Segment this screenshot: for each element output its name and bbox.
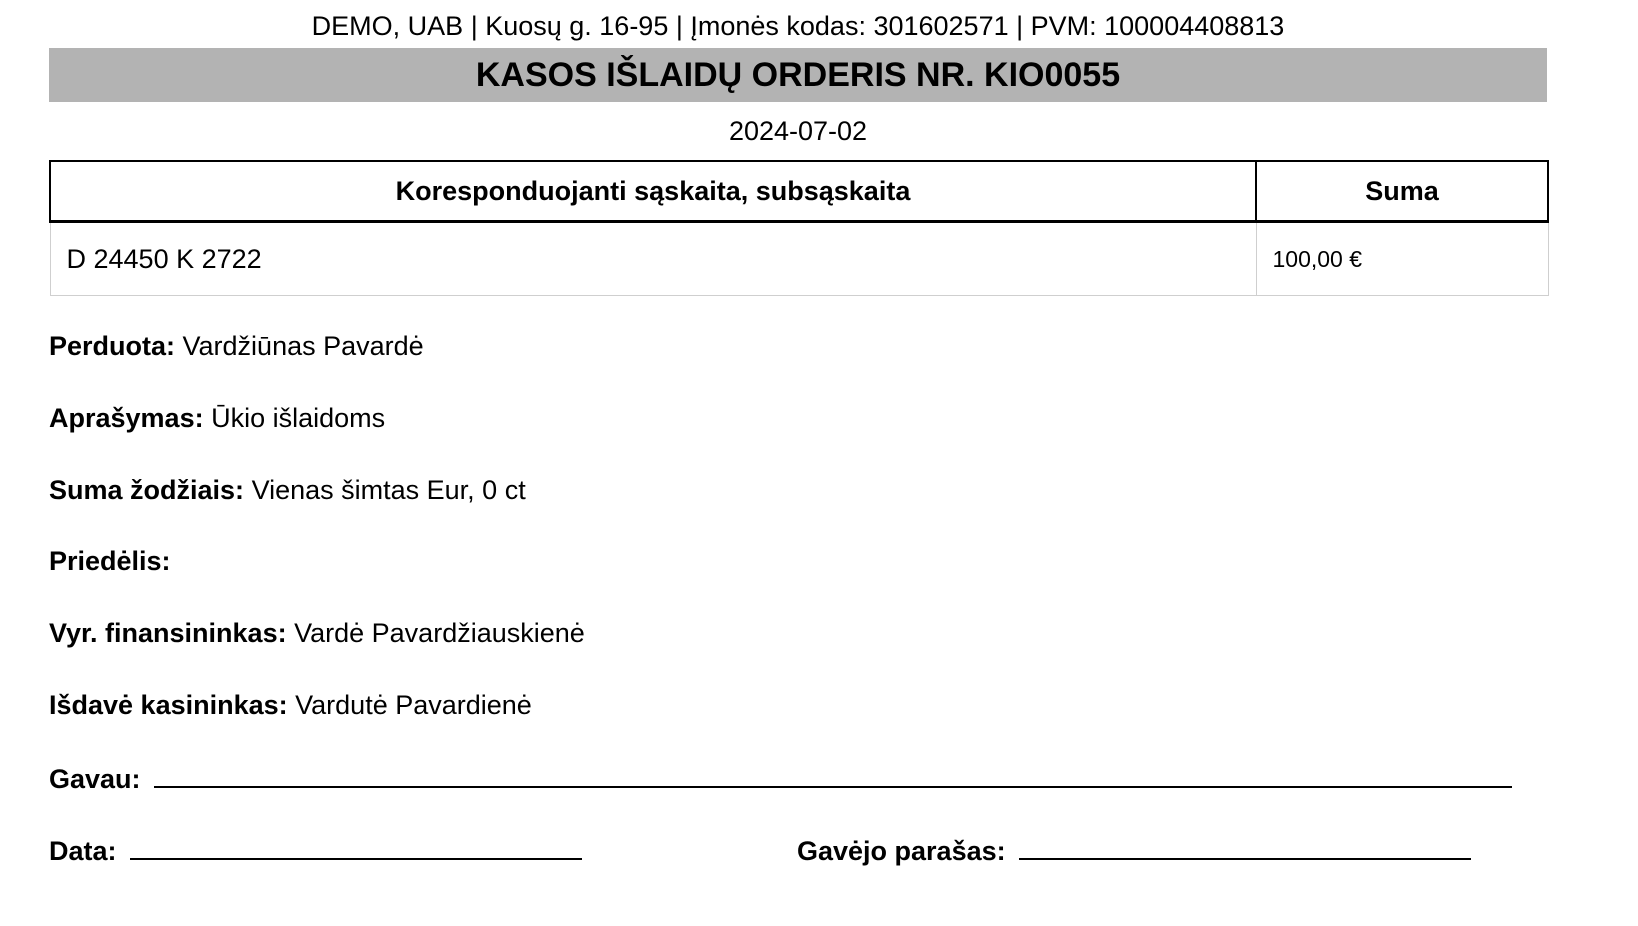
date-signature-line [130, 832, 582, 860]
field-gavau [49, 760, 1512, 796]
field-label: Vyr. finansininkas: [49, 618, 287, 648]
field-label: Gavėjo parašas: [797, 836, 1006, 866]
field-data [49, 832, 582, 868]
column-header-account: Koresponduojanti sąskaita, subsąskaita [50, 161, 1256, 222]
table-row [50, 222, 1548, 296]
company-info-line: DEMO, UAB | Kuosų g. 16-95 | Įmonės kodas: 301602571 | PVM: 100004408813 [311, 11, 1285, 41]
field-value: Vardė Pavardžiauskienė [294, 618, 585, 648]
account-cell: D 24450 K 2722 [50, 222, 1256, 296]
cash-expense-order [49, 0, 1547, 866]
document-title: KASOS IŠLAIDŲ ORDERIS NR. KIO0055 [49, 48, 1547, 102]
field-label: Išdavė kasininkas: [49, 690, 288, 720]
field-value: Vienas šimtas Eur, 0 ct [251, 475, 526, 505]
recipient-signature-line [1019, 832, 1471, 860]
accounts-table [49, 160, 1549, 296]
field-label: Priedėlis: [49, 546, 171, 576]
field-aprasymas [49, 401, 385, 435]
field-suma-zodziais [49, 473, 526, 507]
field-value: Ūkio išlaidoms [211, 403, 386, 433]
gavau-signature-line [154, 760, 1512, 788]
field-label: Perduota: [49, 331, 176, 361]
column-header-sum: Suma [1256, 161, 1548, 222]
field-kasininkas [49, 688, 532, 722]
field-priedelis [49, 544, 171, 578]
field-value: Vardžiūnas Pavardė [182, 331, 424, 361]
field-label: Aprašymas: [49, 403, 204, 433]
field-label: Gavau: [49, 764, 141, 794]
field-vyr-finansininkas [49, 616, 585, 650]
field-label: Data: [49, 836, 117, 866]
field-label: Suma žodžiais: [49, 475, 245, 505]
sum-cell: 100,00 € [1256, 222, 1548, 296]
field-perduota [49, 329, 424, 363]
table-header-row [50, 161, 1548, 222]
field-gavejo-parasas [797, 832, 1471, 868]
field-value: Vardutė Pavardienė [295, 690, 532, 720]
document-date: 2024-07-02 [728, 116, 868, 146]
